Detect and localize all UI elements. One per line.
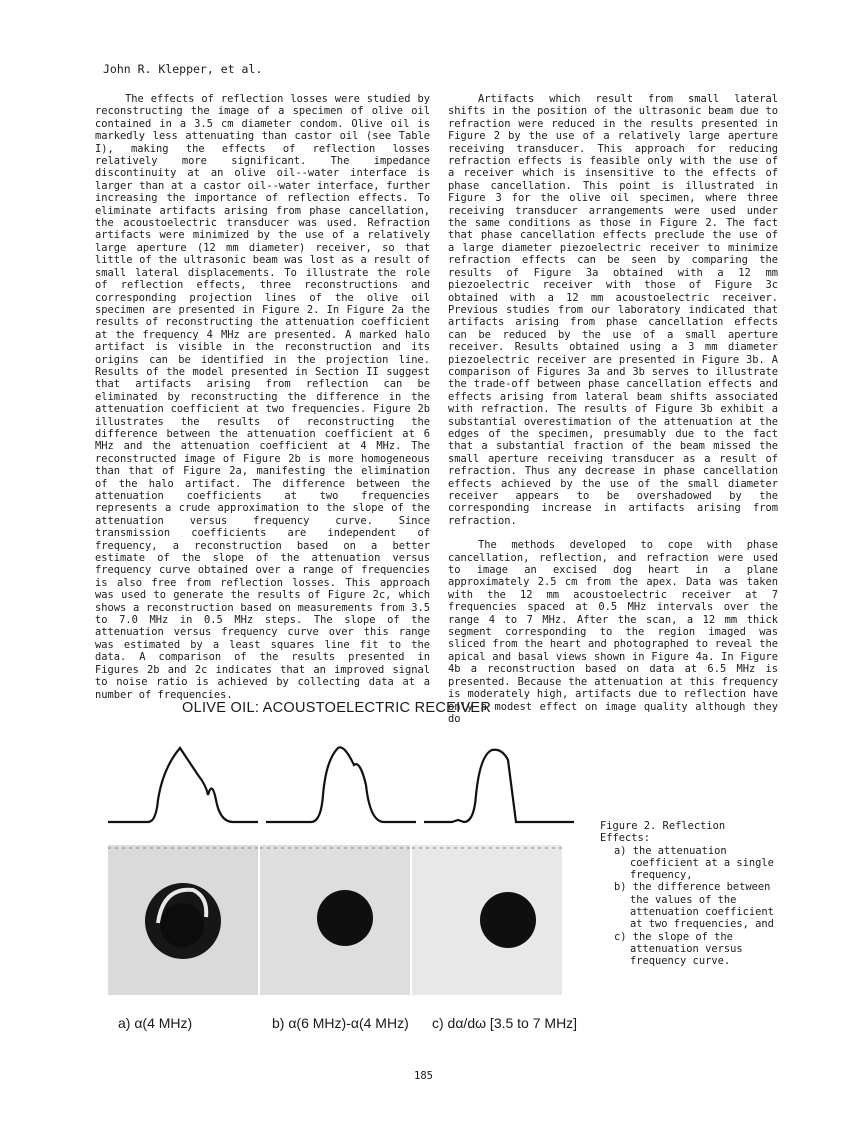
paragraph: The methods developed to cope with phase cancellation, reflection, and refraction were used to image an excised dog heart in a plane approximately 2.5 cm from the apex. Data was taken with the 12 mm acoustoelectric receiver at 7 frequencies spaced at 0.5 MHz intervals over the range 4 to 7 MHz. After the scan, a 12 mm thick segment corresponding to the region imaged was sliced from the heart and photographed to reveal the apical and basal views shown in Figure 4a. In Figure 4b a reconstruction based on data at 6.5 MHz is presented. Because the attenuation at this frequency is moderately high, artifacts due to reflection have only a modest effect on image quality although they do [448,539,778,725]
figure-title: OLIVE OIL: ACOUSTOELECTRIC RECEIVER [182,700,492,716]
running-header: John R. Klepper, et al. [103,62,263,76]
paragraph: Artifacts which result from small lateral shifts in the position of the ultrasonic beam due to refraction were reduced in the results presented in Figure 2 by the use of a relatively large aperture receiving transducer. This approach for reducing refraction effects is feasible only with the use of a receiver which is insensitive to the effects of phase cancellation. This point is illustrated in Figure 3 for the olive oil specimen, where three receiving transducer arrangements were used under the same conditions as those in Figure 2. The fact that phase cancellation effects preclude the use of a large diameter piezoelectric receiver to minimize refraction effects can be seen by comparing the results of Figure 3a obtained with a 12 mm piezoelectric receiver with those of Figure 3c obtained with a 12 mm acoustoelectric receiver. Previous studies from our laboratory indicated that artifacts arising from phase cancellation effects can be reduced by the use of a small aperture receiver. Results obtained using a 3 mm diameter piezoelectric receiver are presented in Figure 3b. A comparison of Figures 3a and 3b serves to illustrate the trade-off between phase cancellation effects and effects arising from lateral beam shifts associated with refraction. The results of Figure 3b exhibit a substantial overestimation of the attenuation at the edges of the specimen, presumably due to the fact that a substantial fraction of the beam missed the small aperture receiving transducer as a result of refraction. Thus any decrease in phase cancellation effects achieved by the use of the small diameter receiver appears to be overshadowed by the corresponding increase in artifacts arising from refraction. [448,93,778,527]
caption-item-c: c) the slope of the attenuation versus frequency curve. [614,930,743,968]
projection-line-b [266,740,416,830]
right-column [448,93,778,737]
subfigure-label-c: c) dα/dω [3.5 to 7 MHz] [432,1015,578,1031]
subfigure-label-b: b) α(6 MHz)-α(4 MHz) [272,1015,409,1031]
caption-item-a: a) the attenuation coefficient at a single frequency, [614,844,774,882]
page-number: 185 [414,1070,433,1082]
caption-title: Figure 2. Reflection Effects: [600,820,726,845]
left-column [95,93,430,713]
reconstruction-a [108,845,258,995]
subfigure-label-a: a) α(4 MHz) [118,1015,193,1031]
projection-line-c [424,740,574,830]
caption-item-b: b) the difference between the values of the attenuation coefficient at two frequencies, and [614,881,774,931]
figure-caption [600,820,780,968]
reconstruction-b [260,845,410,995]
reconstruction-c [412,845,562,995]
paragraph: The effects of reflection losses were studied by reconstructing the image of a specimen of olive oil contained in a 3.5 cm diameter condom. Olive oil is markedly less attenuating than castor oil (see Table I), making the effects of reflection losses relatively more significant. The impedance discontinuity at an olive oil--water interface is larger than at a castor oil--water interface, further increasing the importance of reflection effects. To eliminate artifacts arising from phase cancellation, the acoustoelectric transducer was used. Refraction artifacts were minimized by the use of a relatively large aperture (12 mm diameter) receiver, so that little of the ultrasonic beam was lost as a result of small lateral displacements. To illustrate the role of reflection effects, three reconstructions and corresponding projection lines of the olive oil specimen are presented in Figure 2. In Figure 2a the results of reconstructing the attenuation coefficient at the frequency 4 MHz are presented. A marked halo artifact is visible in the reconstruction and its origins can be identified in the projection line. Results of the model presented in Section II suggest that artifacts arising from reflection can be eliminated by reconstructing the difference in the attenuation coefficient at two frequencies. Figure 2b illustrates the results of reconstructing the difference between the attenuation coefficient at 6 MHz and the attenuation coefficient at 4 MHz. The reconstructed image of Figure 2b is more homogeneous than that of Figure 2a, manifesting the elimination of the halo artifact. The difference between the attenuation coefficients at two frequencies represents a crude approximation to the slope of the attenuation versus frequency curve. Since transmission coefficients are independent of frequency, a reconstruction based on a better estimate of the slope of the attenuation versus frequency curve obtained over a range of frequencies is also free from reflection losses. This approach was used to generate the results of Figure 2c, which shows a reconstruction based on measurements from 3.5 to 7.0 MHz in 0.5 MHz steps. The slope of the attenuation versus frequency curve over this range was estimated by a least squares line fit to the data. A comparison of the results presented in Figures 2b and 2c indicates that an improved signal to noise ratio is achieved by collecting data at a number of frequencies. [95,93,430,701]
projection-line-a [108,740,258,830]
